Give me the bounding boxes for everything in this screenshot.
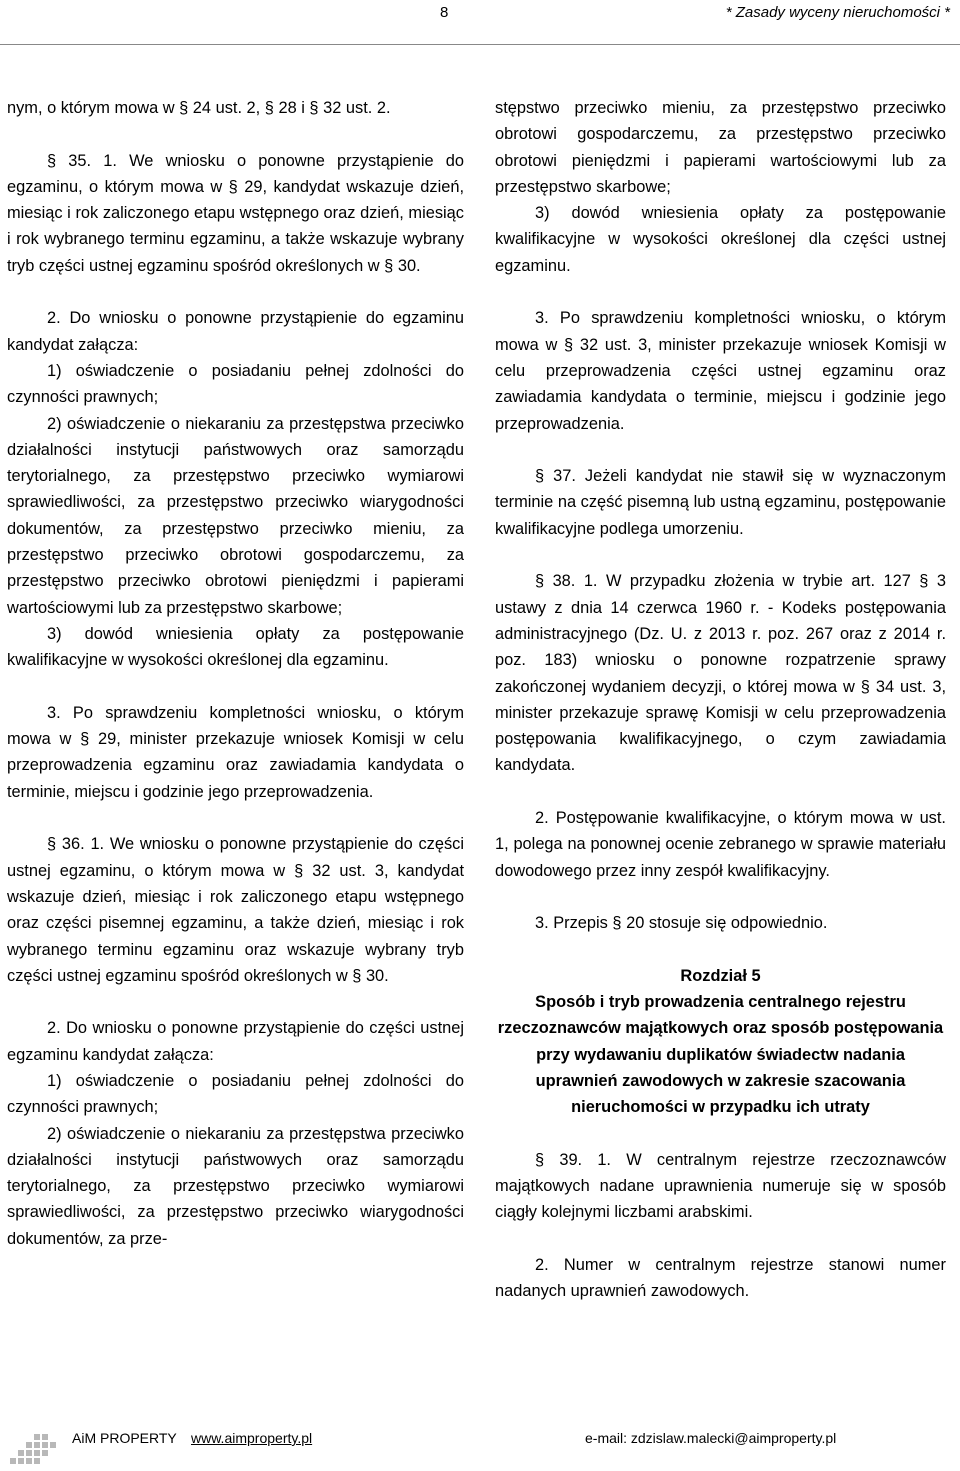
footer-company: AiM PROPERTY xyxy=(72,1430,177,1446)
list-item-3: 3) dowód wniesienia opłaty za postępowanie kwalifikacyjne w wysokości określonej dla części ustnej egzaminu. xyxy=(495,204,946,275)
page-header xyxy=(0,0,960,24)
paragraph-36-2: 2. Do wniosku o ponowne przystąpienie do części ustnej egzaminu kandydat załącza: xyxy=(7,1019,464,1064)
list-item-2: 2) oświadczenie o niekaraniu za przestępstwa przeciwko działalności instytucji państwowych oraz samorządu terytorialnego, za przestępstwo przeciwko wymiarowi sprawiedliwości, za przestępstwo przeciwko wiarygodności dokumentów, za prze- xyxy=(7,1124,464,1248)
chapter-title: Sposób i tryb prowadzenia centralnego rejestru rzeczoznawców majątkowych oraz sposób postępowania przy wydawaniu duplikatów świadectw nadania uprawnień zawodowych w zakresie szacowania nieruchomości w przypadku ich utraty xyxy=(497,993,944,1117)
paragraph-35-3: 3. Po sprawdzeniu kompletności wniosku, o którym mowa w § 29, minister przekazuje wniosek Komisji w celu przeprowadzenia egzaminu oraz zawiadamia kandydata o terminie, miejscu i godzinie jego przeprowadzenia. xyxy=(7,703,464,801)
paragraph-39-2: 2. Numer w centralnym rejestrze stanowi numer nadanych uprawnień zawodowych. xyxy=(495,1256,946,1301)
chapter-number: Rozdział 5 xyxy=(680,966,761,985)
list-item-3: 3) dowód wniesienia opłaty za postępowanie kwalifikacyjne w wysokości określonej dla egzaminu. xyxy=(7,624,464,670)
paragraph-35-2: 2. Do wniosku o ponowne przystąpienie do egzaminu kandydat załącza: xyxy=(7,309,464,354)
paragraph-38-1: § 38. 1. W przypadku złożenia w trybie art. 127 § 3 ustawy z dnia 14 czerwca 1960 r. - Kodeks postępowania administracyjnego (Dz. U. z 2013 r. poz. 267 oraz z 2014 r. poz. 183) wniosku o ponowne rozpatrzenie sprawy zakończonej wydaniem decyzji, o której mowa w § 34 ust. 3, minister przekazuje sprawę Komisji w celu przeprowadzenia postępowania kwalifikacyjnego, o czym zawiadamia kandydata. xyxy=(495,572,946,775)
paragraph-38-3: 3. Przepis § 20 stosuje się odpowiednio. xyxy=(535,914,828,933)
paragraph-37: § 37. Jeżeli kandydat nie stawił się w wyznaczonym terminie na część pisemną lub ustną egzaminu, postępowanie kwalifikacyjne podlega umorzeniu. xyxy=(495,467,946,538)
paragraph-38-2: 2. Postępowanie kwalifikacyjne, o którym mowa w ust. 1, polega na ponownej ocenie zebranego w sprawie materiału dowodowego przez inny zespół kwalifikacyjny. xyxy=(495,809,946,880)
footer-website-link[interactable]: www.aimproperty.pl xyxy=(191,1430,313,1446)
left-column xyxy=(7,95,464,1252)
list-item-2: 2) oświadczenie o niekaraniu za przestępstwa przeciwko działalności instytucji państwowych oraz samorządu terytorialnego, za przestępstwo przeciwko wymiarowi sprawiedliwości, za przestępstwo przeciwko wiarygodności dokumentów, za przestępstwo przeciwko mieniu, za przestępstwo przeciwko obrotowi gospodarczemu, za przestępstwo przeciwko obrotowi pieniędzmi i papierami wartościowymi lub za przestępstwo skarbowe; xyxy=(7,414,464,617)
page-footer xyxy=(0,1424,960,1471)
list-item-1: 1) oświadczenie o posiadaniu pełnej zdolności do czynności prawnych; xyxy=(7,1071,464,1117)
paragraph-36-1: § 36. 1. We wniosku o ponowne przystąpienie do części ustnej egzaminu, o którym mowa w § 32 ust. 3, kandydat wskazuje dzień, miesiąc i rok zaliczonego etapu wstępnego oraz części pisemnej egzaminu, a także dzień, miesiąc i rok wybranego terminu egzaminu oraz wskazuje wybrany tryb części ustnej egzaminu spośród określonych w § 30. xyxy=(7,835,464,985)
right-column xyxy=(495,95,946,1331)
paragraph-35-1: § 35. 1. We wniosku o ponowne przystąpienie do egzaminu, o którym mowa w § 29, kandydat wskazuje dzień, miesiąc i rok zaliczonego etapu wstępnego oraz dzień, miesiąc i rok wybranego terminu egzaminu, a także wskazuje wybrany tryb części ustnej egzaminu spośród określonych w § 30. xyxy=(7,151,464,275)
paragraph-36-3: 3. Po sprawdzeniu kompletności wniosku, o którym mowa w § 32 ust. 3, minister przekazuje wniosek Komisji w celu przeprowadzenia części ustnej egzaminu oraz zawiadamia kandydata o terminie, miejscu i godzinie jego przeprowadzenia. xyxy=(495,309,946,433)
header-divider xyxy=(0,44,960,45)
paragraph: nym, o którym mowa w § 24 ust. 2, § 28 i § 32 ust. 2. xyxy=(7,99,391,117)
page-number: 8 xyxy=(440,4,449,21)
aim-property-logo-icon xyxy=(8,1428,64,1470)
list-item-1: 1) oświadczenie o posiadaniu pełnej zdolności do czynności prawnych; xyxy=(7,361,464,407)
paragraph-39-1: § 39. 1. W centralnym rejestrze rzeczoznawców majątkowych nadane uprawnienia numeruje się w sposób ciągły kolejnymi liczbami arabskimi. xyxy=(495,1150,946,1222)
paragraph-continued: stępstwo przeciwko mieniu, za przestępstwo przeciwko obrotowi gospodarczemu, za przestępstwo przeciwko obrotowi pieniędzmi i papierami wartościowymi lub za przestępstwo skarbowe; xyxy=(495,99,946,196)
footer-email: e-mail: zdzislaw.malecki@aimproperty.pl xyxy=(585,1430,837,1446)
running-title: * Zasady wyceny nieruchomości * xyxy=(725,4,950,21)
